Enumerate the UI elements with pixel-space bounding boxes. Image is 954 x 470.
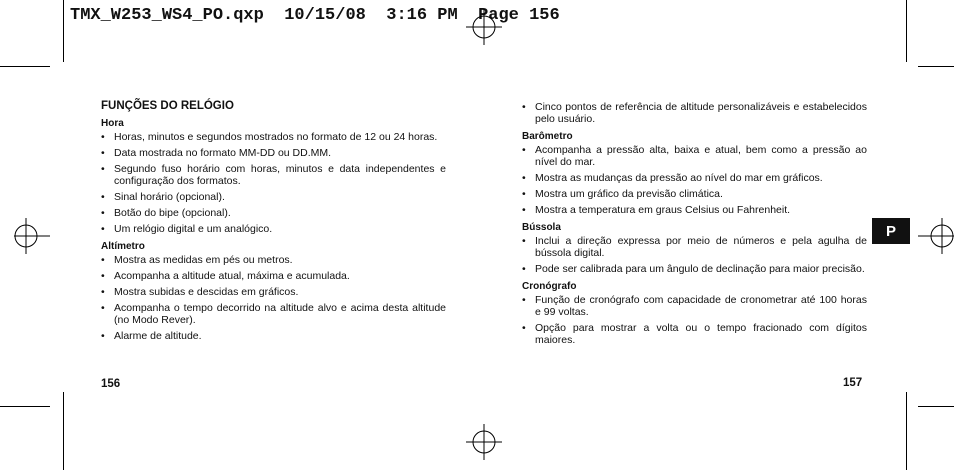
list-item: • Cinco pontos de referência de altitude personalizáveis e estabelecidos pelo usuário. <box>522 101 867 125</box>
list-altimetro <box>101 254 446 342</box>
list-item: • Alarme de altitude. <box>101 330 446 342</box>
crop-mark-bottom-left-v <box>63 392 64 470</box>
list-item: • Pode ser calibrada para um ângulo de declinação para maior precisão. <box>522 263 867 275</box>
crop-mark-bottom-right-v <box>906 392 907 470</box>
list-item: • Acompanha o tempo decorrido na altitude alvo e acima desta altitude (no Modo Rever). <box>101 302 446 326</box>
list-hora <box>101 131 446 235</box>
list-barometro <box>522 144 867 216</box>
print-slug: TMX_W253_WS4_PO.qxp 10/15/08 3:16 PM Page 156 <box>70 6 560 25</box>
subheading-cronografo: Cronógrafo <box>522 281 577 292</box>
list-item: • Opção para mostrar a volta ou o tempo fracionado com dígitos maiores. <box>522 322 867 346</box>
section-title: FUNÇÕES DO RELÓGIO <box>101 100 234 112</box>
list-item: • Mostra as mudanças da pressão ao nível do mar em gráficos. <box>522 172 867 184</box>
subheading-bussola: Bússola <box>522 222 561 233</box>
language-tab: P <box>872 218 910 244</box>
list-cronografo <box>522 294 867 346</box>
page-number-right: 157 <box>843 377 863 389</box>
list-intro <box>522 101 867 125</box>
crop-mark-top-right-h <box>918 66 954 67</box>
crop-mark-top-left-v <box>63 0 64 62</box>
list-item: • Data mostrada no formato MM-DD ou DD.MM. <box>101 147 446 159</box>
list-item: • Função de cronógrafo com capacidade de cronometrar até 100 horas e 99 voltas. <box>522 294 867 318</box>
list-item: • Inclui a direção expressa por meio de números e pela agulha de bússola digital. <box>522 235 867 259</box>
right-page-column <box>522 101 867 352</box>
list-bussola <box>522 235 867 275</box>
registration-mark-left-icon <box>14 218 50 254</box>
list-item: • Horas, minutos e segundos mostrados no formato de 12 ou 24 horas. <box>101 131 446 143</box>
subheading-altimetro: Altímetro <box>101 241 145 252</box>
list-item: • Mostra um gráfico da previsão climática. <box>522 188 867 200</box>
list-item: • Mostra subidas e descidas em gráficos. <box>101 286 446 298</box>
crop-mark-top-left-h <box>0 66 50 67</box>
page-number-left: 156 <box>101 378 121 390</box>
registration-mark-right-icon <box>918 218 954 254</box>
list-item: • Um relógio digital e um analógico. <box>101 223 446 235</box>
list-item: • Mostra a temperatura em graus Celsius ou Fahrenheit. <box>522 204 867 216</box>
crop-mark-bottom-right-h <box>918 406 954 407</box>
subheading-hora: Hora <box>101 118 124 129</box>
left-page-column <box>101 100 446 348</box>
list-item: • Botão do bipe (opcional). <box>101 207 446 219</box>
registration-mark-top-icon <box>466 9 502 45</box>
crop-mark-top-right-v <box>906 0 907 62</box>
list-item: • Sinal horário (opcional). <box>101 191 446 203</box>
list-item: • Segundo fuso horário com horas, minutos e data independentes e configuração dos formatos. <box>101 163 446 187</box>
registration-mark-bottom-icon <box>466 424 502 460</box>
list-item: • Mostra as medidas em pés ou metros. <box>101 254 446 266</box>
crop-mark-bottom-left-h <box>0 406 50 407</box>
list-item: • Acompanha a altitude atual, máxima e acumulada. <box>101 270 446 282</box>
subheading-barometro: Barômetro <box>522 131 573 142</box>
list-item: • Acompanha a pressão alta, baixa e atual, bem como a pressão ao nível do mar. <box>522 144 867 168</box>
